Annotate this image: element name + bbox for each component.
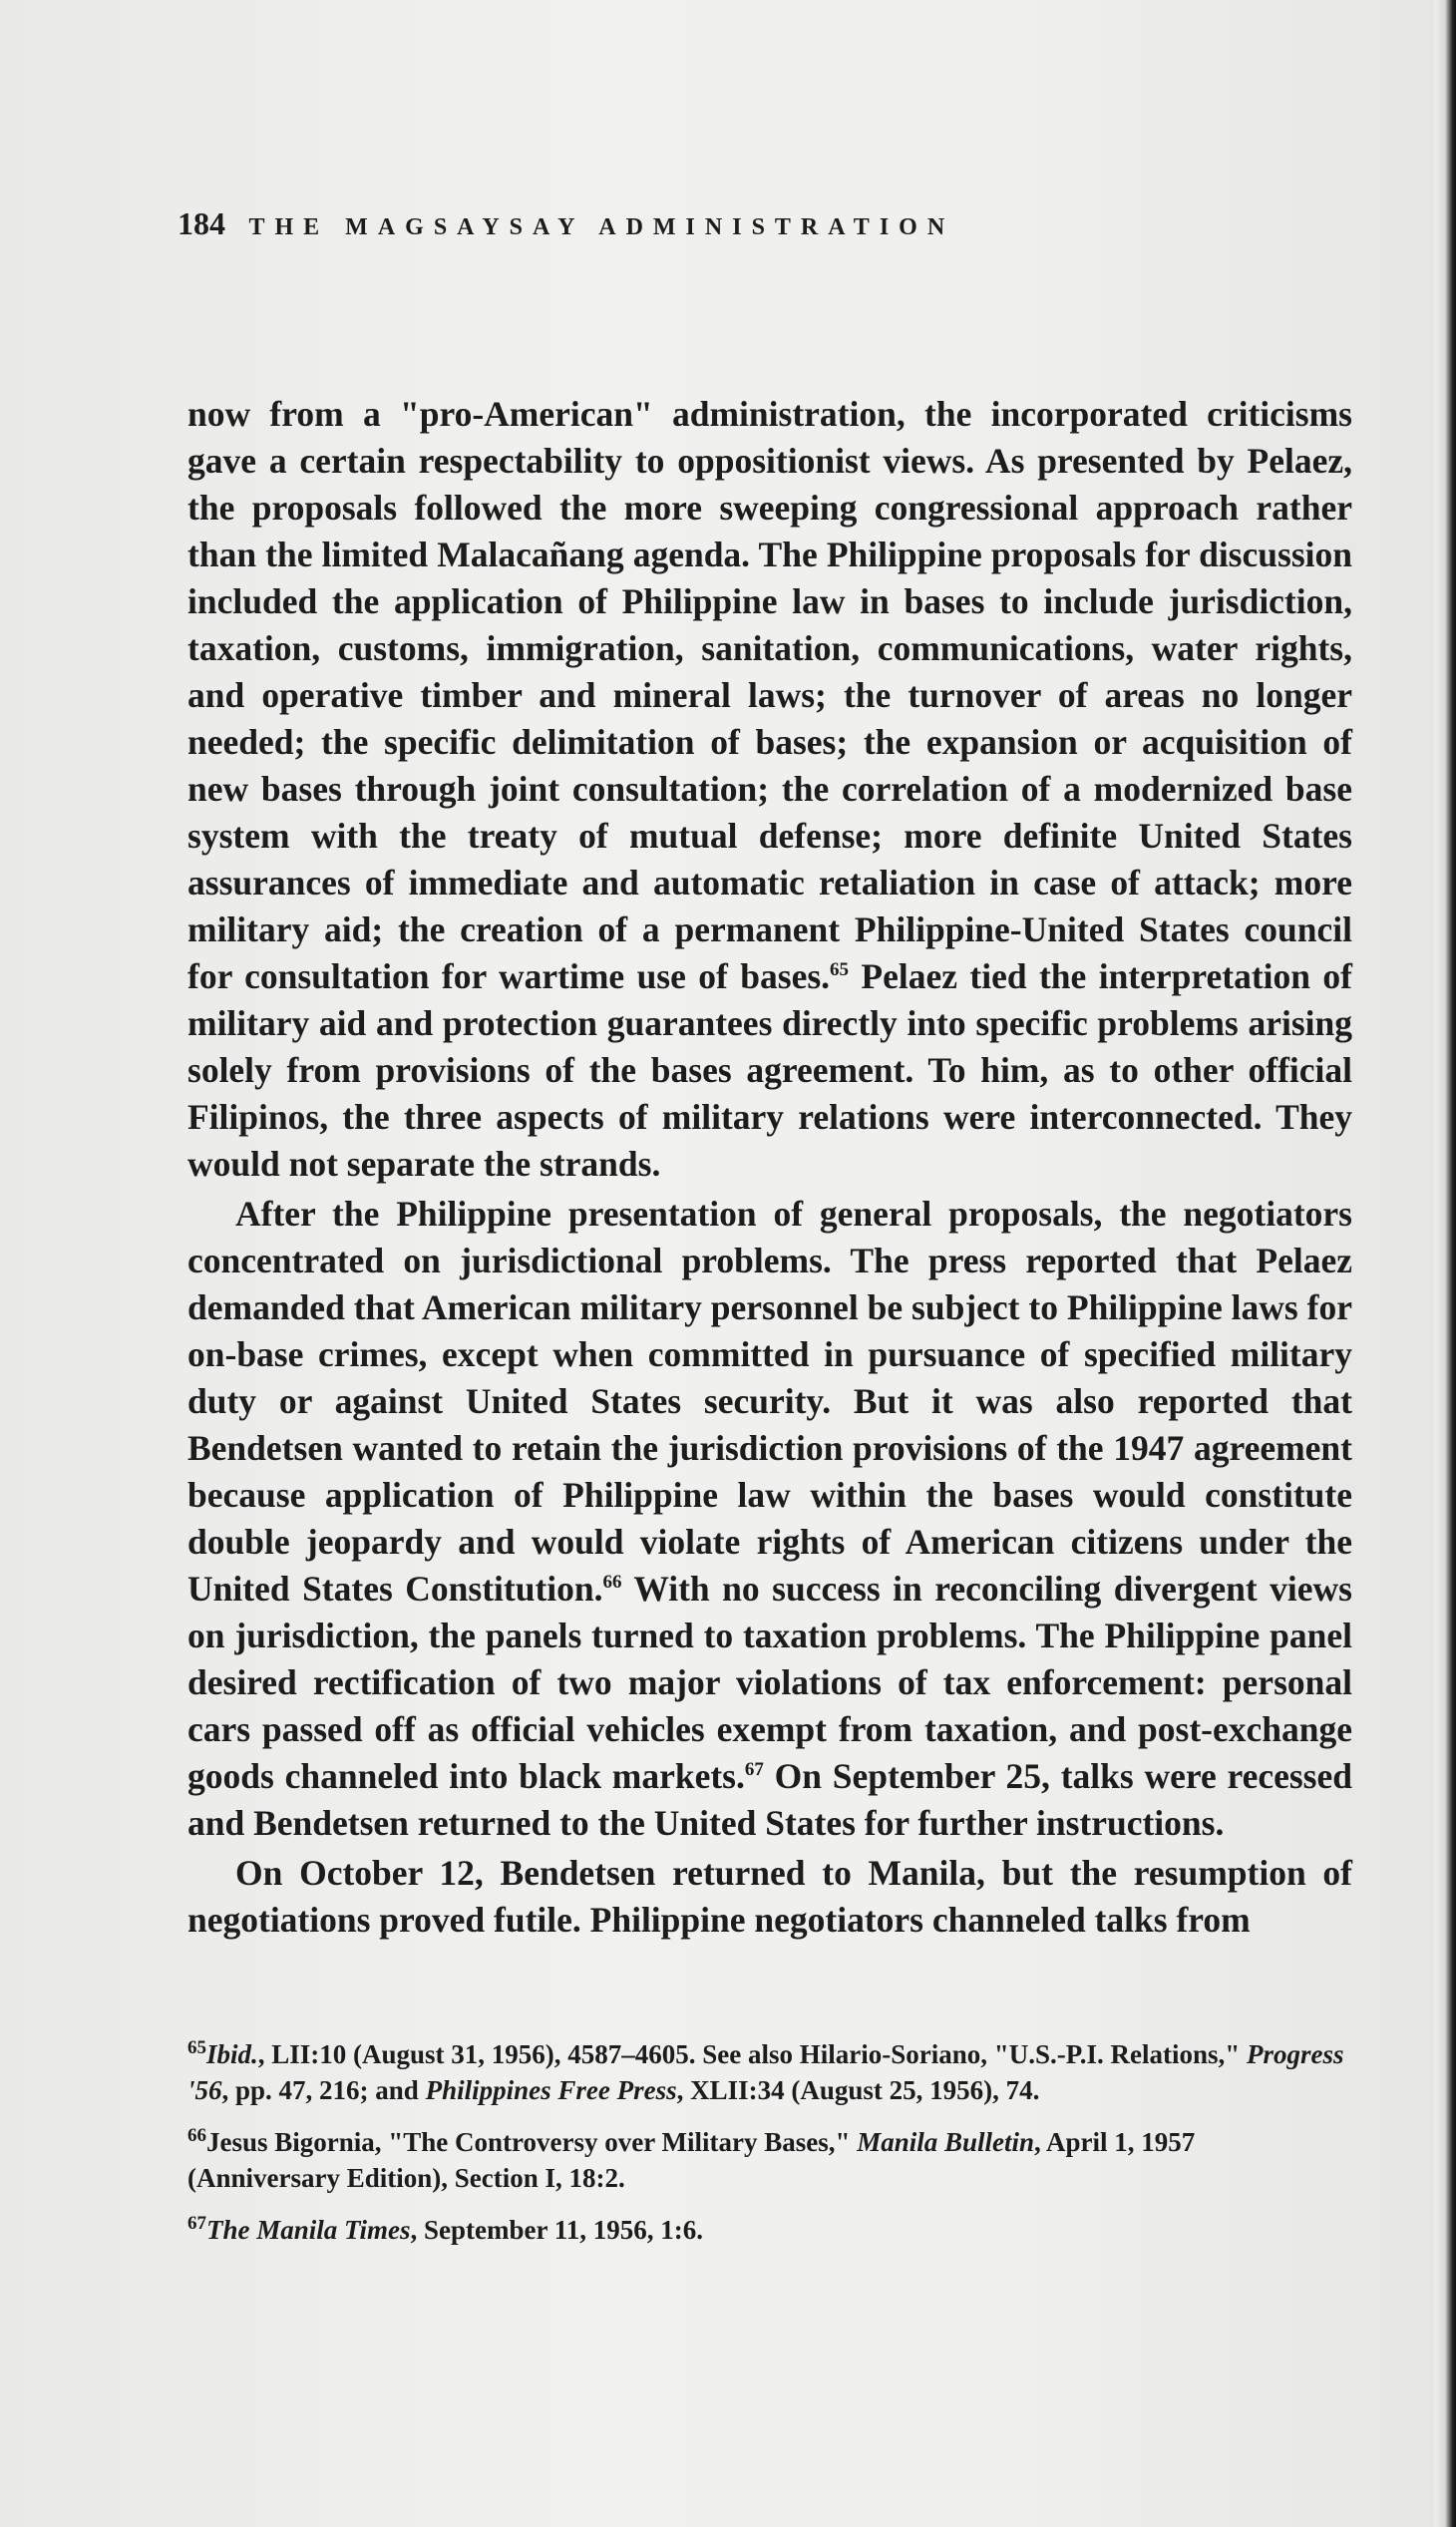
footnote-italic: The Manila Times <box>206 2215 411 2245</box>
footnote-italic: Manila Bulletin <box>857 2127 1035 2157</box>
footnote-number: 67 <box>187 2213 206 2234</box>
paragraph-2 <box>187 1191 1352 1847</box>
footnote-text: , XLII:34 (August 25, 1956), 74. <box>676 2075 1040 2105</box>
footnote-text: , September 11, 1956, 1:6. <box>410 2215 703 2245</box>
footnote-italic: Progress '56 <box>187 2039 1344 2105</box>
paragraph-3: On October 12, Bendetsen returned to Manila, but the resumption of negotiations proved futile. Philippine negotiators channeled talks from <box>187 1853 1352 1940</box>
footnote-66 <box>187 2124 1352 2196</box>
paragraph-1 <box>187 391 1352 1188</box>
paragraph-1-part-a: now from a "pro-American" administration, the incorporated criticisms gave a certain respectability to oppositionist views. As presented by Pelaez, the proposals followed the more sweeping congressional approach rather than the limited Malacañang agenda. The Philippine proposals for discussion included the application of Philippine law in bases to include jurisdiction, taxation, customs, immigration, sanitation, communications, water rights, and operative timber and mineral laws; the turnover of areas no longer needed; the specific delimitation of bases; the expansion or acquisition of new bases through joint consultation; the correlation of a modernized base system with the treaty of mutual defense; more definite United States assurances of immediate and automatic retaliation in case of attack; more military aid; the creation of a permanent Philippine-United States council for consultation for wartime use of bases. <box>187 394 1352 996</box>
paragraph-2-part-a: After the Philippine presentation of general proposals, the negotiators concentrated on jurisdictional problems. The press reported that Pelaez demanded that American military personnel be subject to Philippine laws for on-base crimes, except when committed in pursuance of specified military duty or against United States security. But it was also reported that Bendetsen wanted to retain the jurisdiction provisions of the 1947 agreement because application of Philippine law within the bases would constitute double jeopardy and would violate rights of American citizens under the United States Constitution. <box>187 1194 1352 1609</box>
footnote-ref-67: 67 <box>744 1759 764 1781</box>
footnotes <box>187 2036 1352 2264</box>
footnote-italic: Philippines Free Press <box>425 2075 677 2105</box>
footnote-text: , pp. 47, 216; and <box>221 2075 426 2105</box>
footnote-65 <box>187 2036 1352 2108</box>
footnote-67 <box>187 2212 1352 2248</box>
paragraph-2-part-c: On September 25, talks were recessed and Bendetsen returned to the United States for further instructions. <box>187 1756 1353 1843</box>
footnote-text: , LII:10 (August 31, 1956), 4587–4605. See also Hilario-Soriano, "U.S.-P.I. Relations," <box>257 2039 1248 2069</box>
body-text <box>187 391 1352 1944</box>
running-head <box>178 205 954 242</box>
footnote-italic: Ibid. <box>206 2039 258 2069</box>
book-spine-shadow <box>1434 0 1456 2527</box>
footnote-ref-65: 65 <box>830 959 850 981</box>
footnote-text: , April 1, 1957 (Anniversary Edition), Section I, 18:2. <box>187 2127 1196 2193</box>
paragraph-1-part-b: Pelaez tied the interpretation of military aid and protection guarantees directly into specific problems arising solely from provisions of the bases agreement. To him, as to other official Filipinos, the three aspects of military relations were interconnected. They would not separate the strands. <box>187 956 1352 1184</box>
footnote-text: Jesus Bigornia, "The Controversy over Military Bases," <box>206 2127 858 2157</box>
footnote-number: 65 <box>187 2037 206 2058</box>
running-title: THE MAGSAYSAY ADMINISTRATION <box>248 214 955 240</box>
page-number: 184 <box>178 205 225 241</box>
footnote-ref-66: 66 <box>602 1572 622 1594</box>
paragraph-2-part-b: With no success in reconciling divergent views on jurisdiction, the panels turned to taxation problems. The Philippine panel desired rectification of two major violations of tax enforcement: personal cars passed off as official vehicles exempt from taxation, and post-exchange goods channeled into black markets. <box>187 1569 1352 1796</box>
footnote-number: 66 <box>187 2125 206 2146</box>
